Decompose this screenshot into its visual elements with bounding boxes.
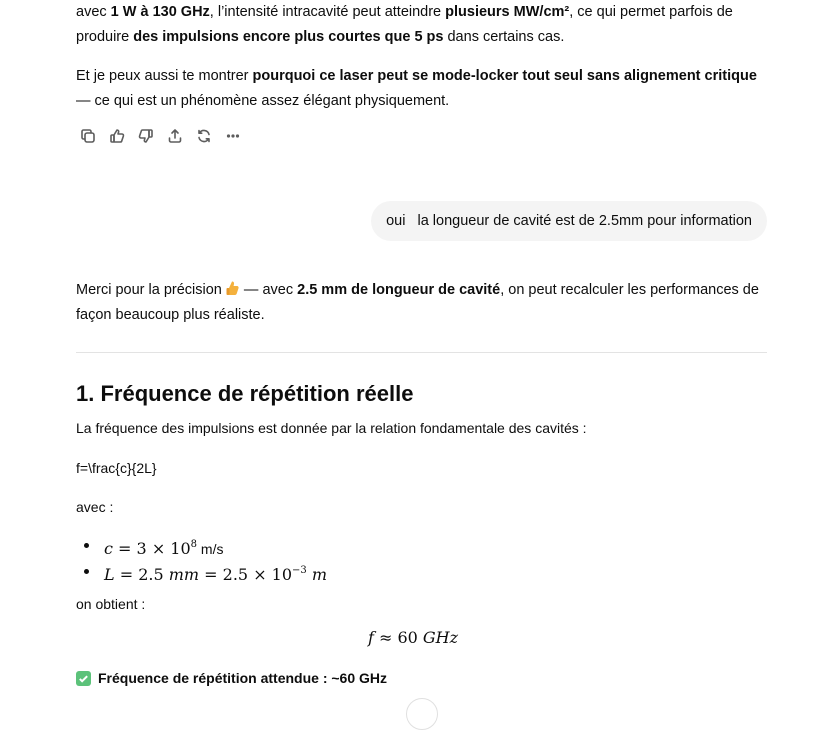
user-message-bubble bbox=[371, 201, 767, 241]
section-intro: La fréquence des impulsions est donnée par la relation fondamentale des cavités : bbox=[76, 420, 587, 436]
text: dans certains cas. bbox=[443, 29, 565, 45]
share-button[interactable] bbox=[163, 126, 186, 146]
thumbs-up-button[interactable] bbox=[105, 126, 128, 146]
math-var: L bbox=[104, 565, 115, 584]
math-eq: = 2.5 × 10 bbox=[199, 565, 293, 584]
text: , l’intensité intracavité peut atteindre bbox=[209, 4, 446, 20]
copy-icon bbox=[80, 128, 96, 144]
math-var: f bbox=[367, 628, 374, 647]
section-divider bbox=[76, 352, 767, 353]
bold-text: 2.5 mm de longueur de cavité bbox=[297, 282, 501, 298]
thumbs-down-icon bbox=[138, 128, 154, 144]
list-item bbox=[76, 532, 327, 558]
math-eq: ≈ 60 bbox=[373, 628, 423, 647]
text: , on peut recalculer les performances de façon beaucoup plus réaliste. bbox=[76, 282, 759, 323]
math-unit: mm bbox=[168, 565, 200, 584]
math-var: c bbox=[104, 539, 113, 558]
math-unit: m/s bbox=[197, 541, 224, 557]
result-check bbox=[76, 670, 387, 686]
result-formula bbox=[0, 628, 826, 647]
list-item bbox=[76, 558, 327, 584]
raw-latex-formula: f=\frac{c}{2L} bbox=[76, 460, 157, 476]
text: , ce qui permet parfois de produire bbox=[76, 4, 733, 45]
bold-text: 1 W à 130 GHz bbox=[110, 4, 210, 20]
text: — avec bbox=[239, 282, 298, 298]
bold-text: plusieurs MW/cm² bbox=[445, 4, 570, 20]
math-exp: 8 bbox=[190, 539, 198, 550]
thumbs-up-emoji-icon bbox=[226, 280, 240, 296]
more-icon bbox=[225, 128, 241, 144]
assistant-paragraph-2 bbox=[76, 64, 768, 114]
bold-text: des impulsions encore plus courtes que 5 ps bbox=[133, 29, 444, 45]
check-box-icon bbox=[76, 671, 91, 686]
text: avec bbox=[76, 4, 111, 20]
regenerate-button[interactable] bbox=[192, 126, 215, 146]
share-icon bbox=[167, 128, 183, 144]
user-message-text: oui la longueur de cavité est de 2.5mm pour information bbox=[386, 213, 752, 229]
math-unit: GHz bbox=[422, 628, 459, 647]
regenerate-icon bbox=[196, 128, 212, 144]
assistant-intro bbox=[76, 278, 768, 328]
thumbs-down-button[interactable] bbox=[134, 126, 157, 146]
result-check-text: Fréquence de répétition attendue : ~60 GHz bbox=[98, 670, 388, 686]
math-eq: = 3 × 10 bbox=[112, 539, 191, 558]
more-button[interactable] bbox=[221, 126, 244, 146]
math-eq: = 2.5 bbox=[114, 565, 169, 584]
copy-button[interactable] bbox=[76, 126, 99, 146]
text: Merci pour la précision bbox=[76, 282, 226, 298]
variables-list bbox=[76, 532, 327, 584]
math-exp: −3 bbox=[292, 565, 307, 576]
section-title: 1. Fréquence de répétition réelle bbox=[76, 381, 414, 406]
avec-label: avec : bbox=[76, 499, 114, 515]
bold-text: pourquoi ce laser peut se mode-locker tout seul sans alignement critique bbox=[252, 68, 757, 84]
math-unit: m bbox=[306, 565, 328, 584]
message-actions bbox=[76, 126, 244, 146]
text: — ce qui est un phénomène assez élégant physiquement. bbox=[76, 93, 450, 109]
obtient-label: on obtient : bbox=[76, 596, 146, 612]
thumbs-up-icon bbox=[109, 128, 125, 144]
text: Et je peux aussi te montrer bbox=[76, 68, 253, 84]
assistant-paragraph-1 bbox=[76, 0, 768, 50]
